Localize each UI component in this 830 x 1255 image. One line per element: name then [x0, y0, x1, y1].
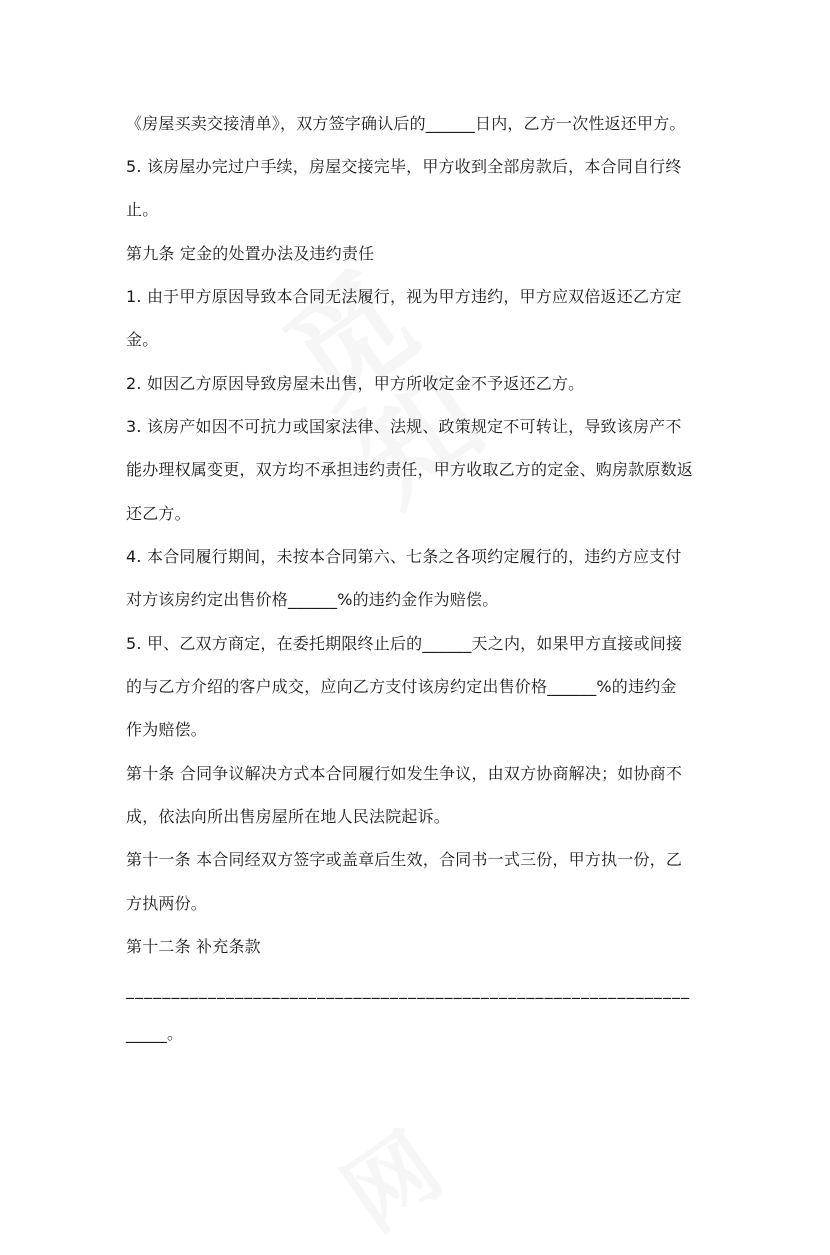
text-line: 对方该房约定出售价格______%的违约金作为赔偿。: [126, 590, 499, 609]
text-line: 1. 由于甲方原因导致本合同无法履行，视为甲方违约，甲方应双倍返还乙方定: [126, 287, 682, 306]
section-heading: 第十条 合同争议解决方式本合同履行如发生争议，由双方协商解决；如协商不: [126, 764, 683, 783]
text-line: 作为赔偿。: [126, 720, 208, 739]
blank-line: ______________________________________________________________: [126, 980, 691, 999]
watermark-bottom: [314, 1033, 547, 1246]
text-line: 2. 如因乙方原因导致房屋未出售，甲方所收定金不予返还乙方。: [126, 374, 585, 393]
text-line: 5. 甲、乙双方商定，在委托期限终止后的______天之内，如果甲方直接或间接: [126, 634, 683, 653]
text-line: 3. 该房产如因不可抗力或国家法律、法规、政策规定不可转让，导致该房产不: [126, 417, 682, 436]
text-line: 方执两份。: [126, 894, 208, 913]
text-line: 成，依法向所出售房屋所在地人民法院起诉。: [126, 807, 451, 826]
text-line: 止。: [126, 200, 159, 219]
section-heading: 第九条 定金的处置办法及违约责任: [126, 244, 375, 263]
text-line: 《房屋买卖交接清单》，双方签字确认后的______日内，乙方一次性返还甲方。: [126, 114, 686, 133]
blank-line: _____。: [126, 1024, 184, 1043]
text-line: 能办理权属变更，双方均不承担违约责任，甲方收取乙方的定金、购房款原数返: [126, 460, 694, 479]
section-heading: 第十一条 本合同经双方签字或盖章后生效，合同书一式三份，甲方执一份，乙: [126, 850, 683, 869]
section-heading: 第十二条 补充条款: [126, 937, 261, 956]
text-line: 5. 该房屋办完过户手续，房屋交接完毕，甲方收到全部房款后，本合同自行终: [126, 157, 682, 176]
text-line: 的与乙方介绍的客户成交，应向乙方支付该房约定出售价格______%的违约金: [126, 677, 677, 696]
text-line: 金。: [126, 330, 159, 349]
text-line: 还乙方。: [126, 504, 191, 523]
text-line: 4. 本合同履行期间，未按本合同第六、七条之各项约定履行的，违约方应支付: [126, 547, 682, 566]
